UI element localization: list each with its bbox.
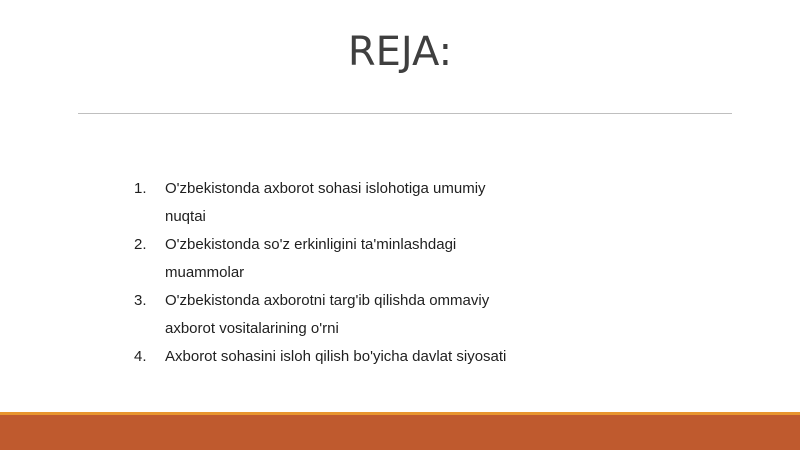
list-item-text: O'zbekistonda axborotni targ'ib qilishda ommaviy axborot vositalarining o'rni — [165, 292, 490, 337]
list-item — [134, 343, 554, 371]
list-item — [134, 231, 554, 287]
list-item-text: O'zbekistonda so'z erkinligini ta'minlashdagi muammolar — [165, 236, 457, 281]
footer-band — [0, 412, 800, 450]
list-item — [134, 175, 554, 231]
title-divider — [78, 113, 732, 114]
list-item-number: 2. — [134, 236, 147, 253]
list-item — [134, 287, 554, 343]
list-item-number: 4. — [134, 348, 147, 365]
agenda-list — [134, 175, 554, 371]
footer-color-band — [0, 415, 800, 450]
list-item-text: O'zbekistonda axborot sohasi islohotiga umumiy nuqtai — [165, 180, 486, 225]
list-item-text: Axborot sohasini isloh qilish bo'yicha davlat siyosati — [165, 348, 507, 365]
list-item-number: 3. — [134, 292, 147, 309]
list-item-number: 1. — [134, 180, 147, 197]
slide-title: REJA: — [347, 29, 453, 75]
